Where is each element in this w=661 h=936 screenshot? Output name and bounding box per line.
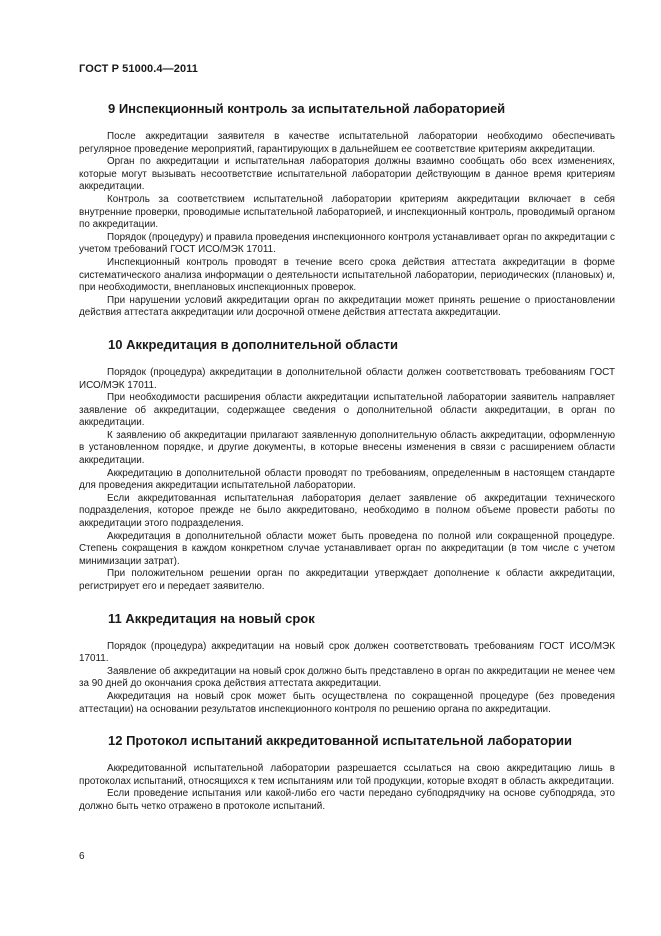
- section-heading-12: 12 Протокол испытаний аккредитованной испытательной лаборатории: [108, 733, 572, 749]
- section-heading-9: 9 Инспекционный контроль за испытательной лабораторией: [108, 101, 506, 116]
- paragraph: Порядок (процедура) аккредитации на новый срок должен соответствовать требованиям ГОСТ ИСО/МЭК 17011.: [79, 640, 615, 665]
- paragraph: При положительном решении орган по аккредитации утверждает дополнение к области аккредитации, регистрирует его и передает заявителю.: [79, 568, 615, 592]
- paragraph: Заявление об аккредитации на новый срок должно быть представлено в орган по аккредитации не менее чем за 90 дней до окончания срока действия аттестата аккредитации.: [79, 665, 615, 690]
- paragraph: Порядок (процедуру) и правила проведения инспекционного контроля устанавливает орган по аккредитации с учетом требований ГОСТ ИСО/МЭК 17011.: [79, 231, 615, 256]
- paragraph: К заявлению об аккредитации прилагают заявленную дополнительную область аккредитации, оформленную в установленном порядке, и другие документы, в которые внесены изменения в связи с расширением области аккредитации.: [79, 429, 615, 467]
- paragraph: Порядок (процедура) аккредитации в дополнительной области должен соответствовать требованиям ГОСТ ИСО/МЭК 17011.: [79, 366, 615, 391]
- paragraph: Аккредитованной испытательной лаборатории разрешается ссылаться на свою аккредитацию лишь в протоколах испытаний, относящихся к тем испытаниям или той продукции, которые входят в область аккредитации.: [79, 763, 615, 787]
- document-body: [79, 84, 615, 814]
- page-number: 6: [79, 851, 85, 862]
- paragraph: Орган по аккредитации и испытательная лаборатория должны взаимно сообщать обо всех изменениях, которые могут вызывать несоответствие испытательной лаборатории действующим в данное время критериям аккредитации.: [79, 156, 615, 193]
- paragraph: Если проведение испытания или какой-либо его части передано субподрядчику на основе субподряда, это должно быть четко отражено в протоколе испытаний.: [79, 788, 615, 812]
- document-code: ГОСТ Р 51000.4—2011: [79, 63, 199, 75]
- paragraph: Если аккредитованная испытательная лаборатория делает заявление об аккредитации технического подразделения, которое прежде не было аккредитовано, необходимо в полном объеме провести работы по аккредитации этого подразделения.: [79, 492, 615, 530]
- paragraph: При необходимости расширения области аккредитации испытательной лаборатории заявитель направляет заявление об аккредитации, содержащее сведения о дополнительной области аккредитации, в орган по аккредитации.: [79, 392, 615, 429]
- section-heading-11: 11 Аккредитация на новый срок: [108, 610, 315, 626]
- paragraph: Контроль за соответствием испытательной лаборатории критериям аккредитации включает в себя внутренние проверки, проводимые испытательной лабораторией, и инспекционный контроль, проводимый органом по аккредитации.: [79, 193, 615, 231]
- paragraph: Аккредитация на новый срок может быть осуществлена по сокращенной процедуре (без проведения аттестации) на основании результатов инспекционного контроля по решению органа по аккредитации.: [79, 690, 615, 715]
- paragraph: После аккредитации заявителя в качестве испытательной лаборатории необходимо обеспечивать регулярное проведение мероприятий, гарантирующих в дальнейшем ее соответствие критериям аккредитации.: [79, 131, 615, 155]
- paragraph: Аккредитацию в дополнительной области проводят по требованиям, определенным в настоящем стандарте для проведения аккредитации испытательной лаборатории.: [79, 467, 615, 492]
- section-heading-10: 10 Аккредитация в дополнительной области: [108, 336, 398, 352]
- paragraph: Аккредитация в дополнительной области может быть проведена по полной или сокращенной процедуре. Степень сокращения в каждом конкретном случае устанавливает орган по аккредитации (в том числе с учетом минимизации затрат).: [79, 530, 615, 567]
- paragraph: Инспекционный контроль проводят в течение всего срока действия аттестата аккредитации в форме систематического анализа информации о деятельности испытательной лаборатории, периодических (плановых) и, при необходимости, внеплановых инспекционных проверок.: [79, 256, 615, 294]
- paragraph: При нарушении условий аккредитации орган по аккредитации может принять решение о приостановлении действия аттестата аккредитации или досрочной отмене действия аттестата аккредитации.: [79, 294, 615, 319]
